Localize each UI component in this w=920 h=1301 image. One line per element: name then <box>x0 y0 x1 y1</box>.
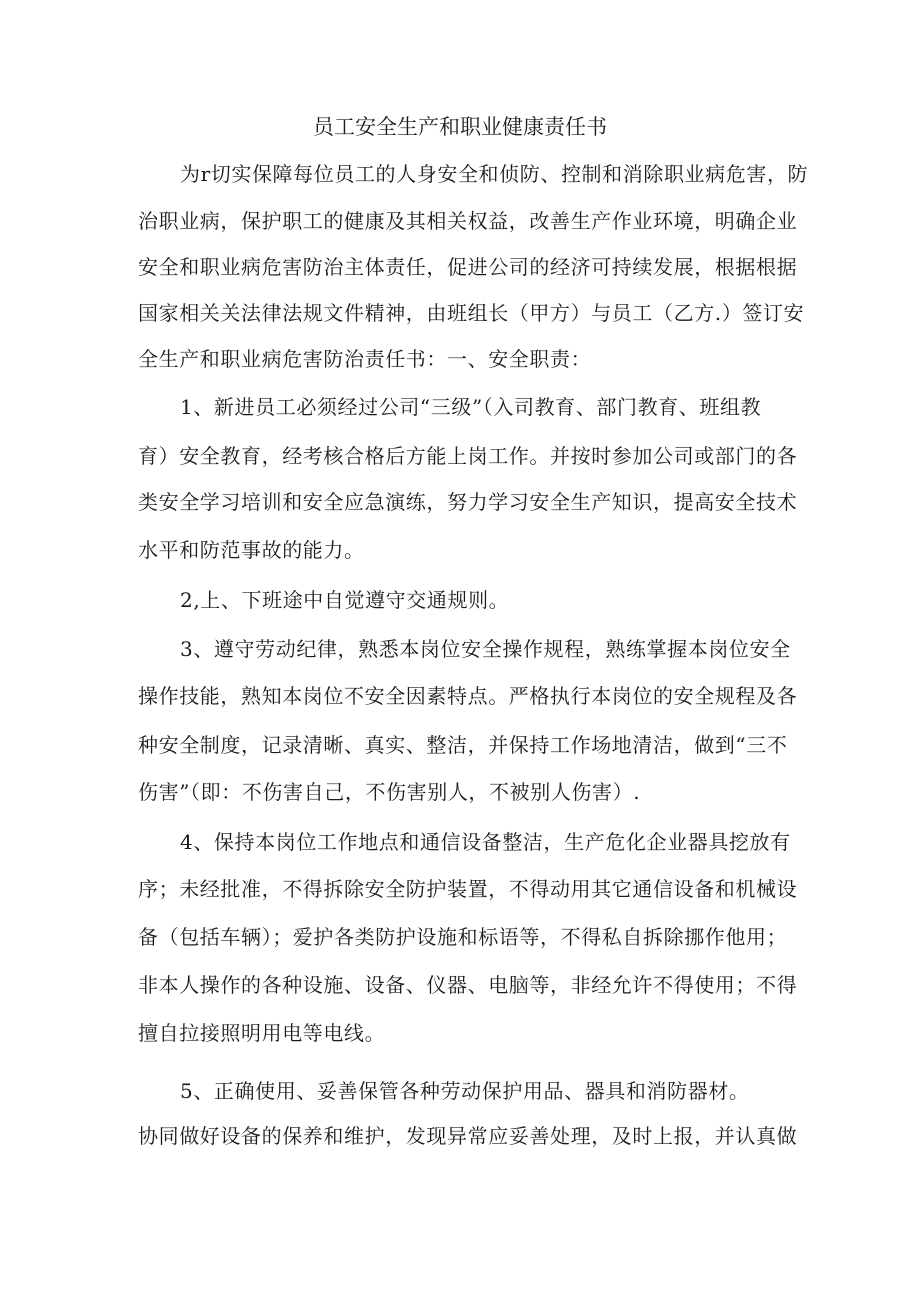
item-4-line-3: 备（包括车辆）；爱护各类防护设施和标语等，不得私自拆除挪作他用； <box>138 925 788 949</box>
item-3-line-3: 种安全制度，记录清晰、真实、整洁，并保持工作场地清洁，做到“三不 <box>138 733 788 757</box>
item-1-line-1: 1、新进员工必须经过公司“三级”（入司教育、部门教育、班组教 <box>180 395 762 419</box>
item-4-line-5: 擅自拉接照明用电等电线。 <box>138 1021 386 1045</box>
intro-line-5: 全生产和职业病危害防治责任书：一、安全职责： <box>138 347 592 371</box>
intro-line-4: 国家相关关法律法规文件精神，由班组长（甲方）与员工（乙方.）签订安 <box>138 301 805 325</box>
item-3-line-1: 3、遵守劳动纪律，熟悉本岗位安全操作规程，熟练掌握本岗位安全 <box>180 637 791 661</box>
item-4-line-4: 非本人操作的各种设施、设备、仪器、电脑等，非经允许不得使用；不得 <box>138 973 798 997</box>
item-4-line-1: 4、保持本岗位工作地点和通信设备整洁，生产危化企业器具挖放有 <box>180 830 791 854</box>
item-4-line-2: 序；未经批准，不得拆除安全防护装置，不得动用其它通信设备和机械设 <box>138 877 798 901</box>
item-5-line-1: 5、正确使用、妥善保管各种劳动保护用品、器具和消防器材。 <box>180 1079 750 1103</box>
item-3-line-4: 伤害”（即：不伤害自己，不伤害别人，不被别人伤害）. <box>138 780 641 804</box>
item-1-line-3: 类安全学习培训和安全应急演练，努力学习安全生产知识，提高安全技术 <box>138 490 798 514</box>
intro-line-2: 治职业病，保护职工的健康及其相关权益，改善生产作业环境，明确企业 <box>138 209 798 233</box>
item-5-line-2: 协同做好设备的保养和维护，发现异常应妥善处理，及时上报，并认真做 <box>138 1124 798 1148</box>
item-1-line-4: 水平和防范事故的能力。 <box>138 538 365 562</box>
item-2-line-1: 2,上、下班途中自觉遵守交通规则。 <box>180 588 510 612</box>
intro-line-1: 为r切实保障每位员工的人身安全和侦防、控制和消除职业病危害，防 <box>180 162 809 186</box>
item-3-line-2: 操作技能，熟知本岗位不安全因素特点。严格执行本岗位的安全规程及各 <box>138 684 798 708</box>
item-1-line-2: 育）安全教育，经考核合格后方能上岗工作。并按时参加公司或部门的各 <box>138 444 798 468</box>
intro-line-3: 安全和职业病危害防治主体责任，促进公司的经济可持续发展，根据根据 <box>138 255 798 279</box>
document-title: 员工安全生产和职业健康责任书 <box>313 115 607 139</box>
